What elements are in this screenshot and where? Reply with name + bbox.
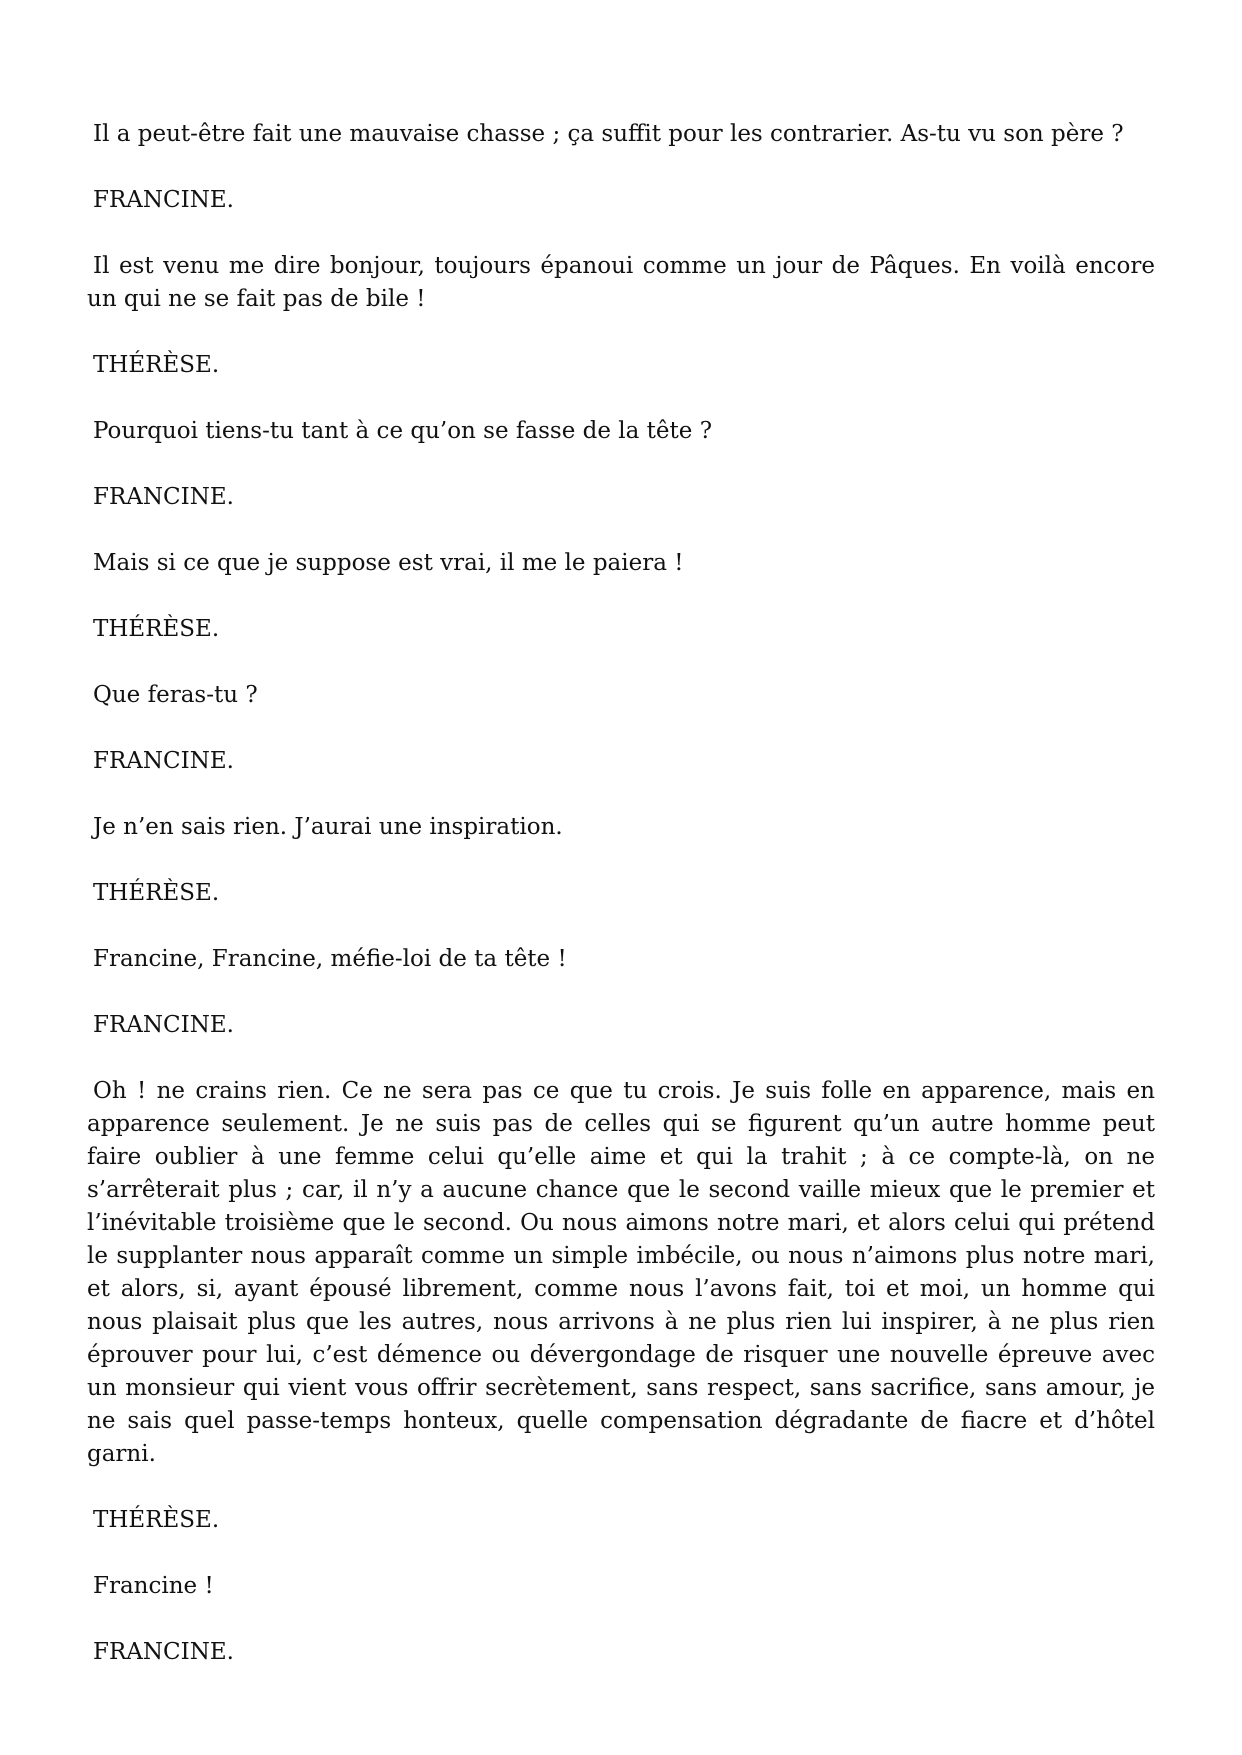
speaker-name: THÉRÈSE. bbox=[93, 352, 220, 378]
dialogue-line: Francine, Francine, méfie-loi de ta tête ! bbox=[93, 946, 567, 972]
dialogue-line: Je n’en sais rien. J’aurai une inspiration. bbox=[93, 814, 563, 840]
speaker-name: FRANCINE. bbox=[93, 1012, 234, 1038]
speaker-name: FRANCINE. bbox=[93, 1639, 234, 1665]
dialogue-line: Mais si ce que je suppose est vrai, il me le paiera ! bbox=[93, 550, 684, 576]
speaker-name: THÉRÈSE. bbox=[93, 1507, 220, 1533]
dialogue-line: Pourquoi tiens-tu tant à ce qu’on se fasse de la tête ? bbox=[93, 418, 713, 444]
speaker-name: THÉRÈSE. bbox=[93, 880, 220, 906]
dialogue-line: Oh ! ne crains rien. Ce ne sera pas ce que tu crois. Je suis folle en apparence, mais en apparence seulement. Je ne suis pas de celles qui se figurent qu’un autre homme peut faire oublier à une femme celui qu’elle aime et qui la trahit ; à ce compte-là, on ne s’arrêterait plus ; car, il n’y a aucune chance que le second vaille mieux que le premier et l’inévitable troisième que le second. Ou nous aimons notre mari, et alors celui qui prétend le supplanter nous apparaît comme un simple imbécile, ou nous n’aimons plus notre mari, et alors, si, ayant épousé librement, comme nous l’avons fait, toi et moi, un homme qui nous plaisait plus que les autres, nous arrivons à ne plus rien lui inspirer, à ne plus rien éprouver pour lui, c’est démence ou dévergondage de risquer une nouvelle épreuve avec un monsieur qui vient vous offrir secrètement, sans respect, sans sacrifice, sans amour, je ne sais quel passe-temps honteux, quelle compensation dégradante de fiacre et d’hôtel garni. bbox=[87, 1078, 1155, 1467]
speaker-name: FRANCINE. bbox=[93, 484, 234, 510]
speaker-name: FRANCINE. bbox=[93, 187, 234, 213]
document-page bbox=[87, 118, 1155, 1702]
dialogue-line: Il a peut-être fait une mauvaise chasse ; ça suffit pour les contrarier. As-tu vu son père ? bbox=[93, 121, 1124, 147]
dialogue-line: Francine ! bbox=[93, 1573, 214, 1599]
dialogue-line: Il est venu me dire bonjour, toujours épanoui comme un jour de Pâques. En voilà encore un qui ne se fait pas de bile ! bbox=[87, 253, 1155, 312]
speaker-name: FRANCINE. bbox=[93, 748, 234, 774]
speaker-name: THÉRÈSE. bbox=[93, 616, 220, 642]
dialogue-line: Que feras-tu ? bbox=[93, 682, 258, 708]
